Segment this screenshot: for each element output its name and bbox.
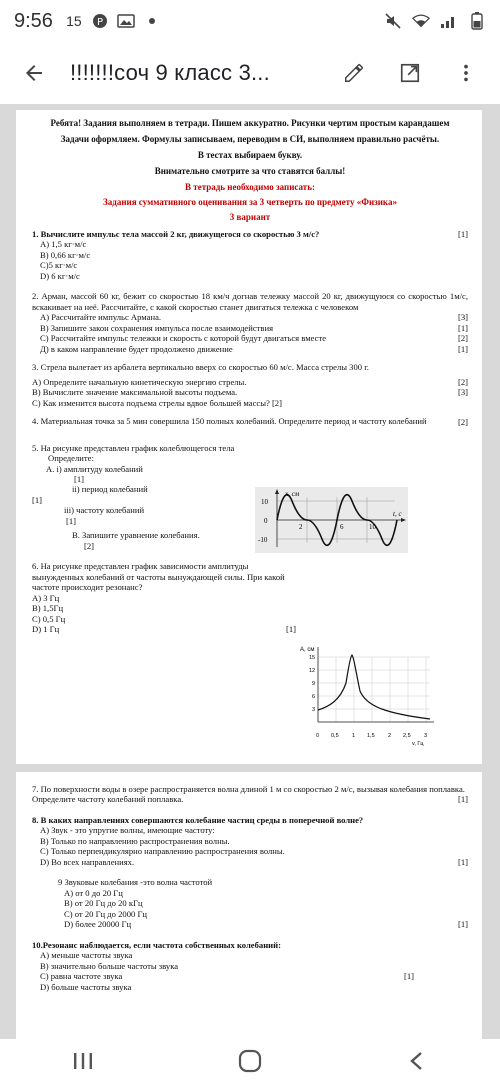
x-tick: 3 [424,733,428,739]
question-text: 4. Материальная точка за 5 мин совершила 150 полных колебаний. Определите период и частоту колебаний [32,416,427,427]
subtask: А) Рассчитайте импульс Армана. [40,312,162,323]
dot-icon [143,12,161,30]
document-page-2 [16,772,482,1039]
points: [1] [457,322,468,333]
axis-label-t: t, с [393,510,402,518]
battery-icon [468,12,486,30]
subtask: Д) в каком направление будет продолжено движение [40,343,233,354]
option: B) значительно больше частоты звука [40,960,179,971]
x-tick: 1,5 [367,733,375,739]
header-line: В тестах выбираем букву. [197,149,303,160]
question-1 [32,229,468,281]
option: A) 3 Гц [32,592,60,603]
option: A) 1,5 кг·м/с [40,239,87,250]
home-button[interactable] [220,1041,280,1081]
option: D) больше частоты звука [40,981,132,992]
option: B) от 20 Гц до 20 кГц [64,898,143,909]
points: [2] [84,540,95,551]
pinterest-icon [91,12,109,30]
option: D) более 20000 Гц [64,919,132,930]
question-text: 9 Звуковые колебания -это волна частотой [58,877,213,888]
resonance-graph [290,643,440,747]
header-line: Внимательно смотрите за что ставятся баллы! [154,165,346,176]
question-3 [32,362,468,408]
points: [1] [457,343,468,354]
subtask: С) Рассчитайте импульс тележки и скорость с которой будут двигаться вместе [40,333,327,344]
back-button[interactable] [12,51,56,95]
x-tick: 2 [388,733,392,739]
question-6 [32,561,302,634]
subtask: C) Как изменится высота подъема стрелы вдвое большей массы? [2] [32,397,282,408]
question-9 [32,877,468,929]
more-vert-icon [455,62,477,84]
y-tick: -10 [258,536,268,544]
subtask: A) Определите начальную кинетическую энергию стрелы. [32,376,247,387]
option: D) Во всех направлениях. [40,856,135,867]
grid [318,657,430,722]
option: D) 1 Гц [32,624,60,635]
document-viewer[interactable] [0,104,500,1039]
determine-label: Определите: [48,453,94,464]
points: [2] [457,416,468,427]
header-line: Задачи оформляем. Формулы записываем, переводим в СИ, выполняем правильно расчёты. [60,133,440,144]
status-time: 9:56 [14,9,53,32]
y-tick: 10 [261,498,268,506]
svg-text:P: P [96,17,103,28]
points: [1] [457,856,468,867]
subtask: A. i) амплитуду колебаний [46,463,143,474]
points: [1] [457,228,468,239]
points: [1] [403,971,414,982]
recents-icon [72,1051,94,1071]
question-8 [32,815,468,867]
option: B) 0,66 кг·м/с [40,249,91,260]
wifi-icon [412,12,430,30]
option: C) от 20 Гц до 2000 Гц [64,908,148,919]
question-10 [32,940,468,992]
y-tick: 3 [312,707,316,713]
question-text: 5. На рисунке представлен график колеблющегося тела [32,442,235,453]
red-header-line: Задания суммативного оценивания за 3 четверть по предмету «Физика» [103,196,397,207]
variant-label: 3 вариант [229,211,271,222]
oscillation-graph [255,487,408,553]
mute-icon [384,12,402,30]
option: B) 1,5Гц [32,603,64,614]
y-tick: 6 [312,694,316,700]
question-text: 1. Вычислите импульс тела массой 2 кг, движущегося со скоростью 3 м/с? [32,228,320,239]
y-tick: 0 [264,517,268,525]
notification-count-icon: 15 [66,13,82,29]
option: D) 6 кг·м/с [40,270,80,281]
points: [1] [457,793,468,804]
y-tick: 9 [312,681,316,687]
header-line: Ребята! Задания выполняем в тетради. Пишем аккуратно. Рисунки чертим простым карандашем [50,118,450,128]
y-tick: 15 [309,655,316,661]
resonance-curve [318,655,430,719]
question-5 [32,443,252,552]
app-bar [0,42,500,104]
points: [1] [66,515,77,526]
arrow-left-icon [22,61,46,85]
option: B) Только по направлению распространения волны. [40,835,230,846]
points: [3] [457,387,468,398]
question-2 [32,291,468,354]
signal-icon [440,12,458,30]
question-text: 7. По поверхности воды в озере распространяется волна длиной 1 м со скоростью 2 м/с, вызывая колебания поплавка. Определите частоту колебаний поплавка. [32,784,465,805]
subtask: B) Вычислите значение максимальной высоты подъема. [32,387,238,398]
question-text: 3. Стрела вылетает из арбалета вертикально вверх со скоростью 60 м/с. Масса стрелы 300 г. [32,362,369,373]
points: [1] [285,624,296,635]
option: C)5 кг·м/с [40,260,78,271]
x-tick: 0 [316,733,320,739]
edit-button[interactable] [332,51,376,95]
option: A) от 0 до 20 Гц [64,887,123,898]
option: A) меньше частоты звука [40,950,133,961]
points: [1] [457,919,468,930]
open-external-icon [399,62,421,84]
points: [3] [457,312,468,323]
y-axis-arrow [275,489,279,494]
more-options-button[interactable] [444,51,488,95]
x-tick: 0,5 [331,733,339,739]
option: C) равна частоте звука [40,971,123,982]
question-7 [32,784,468,807]
axis-label-x: x, см [285,490,300,498]
home-icon [237,1048,263,1074]
points: [1] [32,494,43,505]
subtask: iii) частоту колебаний [64,505,145,516]
open-external-button[interactable] [388,51,432,95]
back-nav-button[interactable] [387,1041,447,1081]
x-tick: 2 [299,523,303,531]
question-4 [32,416,468,436]
x-axis-arrow [401,518,406,522]
question-text: 6. На рисунке представлен график зависимости амплитуды вынужденных колебаний от частоты вынуждающей силы. При какой частоте происходит резонанс? [32,561,285,593]
document-title: !!!!!!!соч 9 класс 3... [70,60,270,85]
x-tick: 2,5 [403,733,411,739]
points: [1] [74,473,85,484]
gallery-icon [117,12,135,30]
question-text: 2. Арман, массой 60 кг, бежит со скоростью 18 км/ч догнав тележку массой 20 кг, движущуюся со скоростью 1м/с, вскакивает на неё. Рассчитайте, с какой скоростью станет двигаться тележка с человеком [32,291,468,312]
points: [2] [457,333,468,344]
red-header-line: В тетрадь необходимо записать: [185,181,315,192]
question-text: 8. В каких направлениях совершаются колебание частиц среды в поперечной волне? [32,814,364,825]
x-tick: 6 [340,523,344,531]
subtask: ii) период колебаний [72,484,148,495]
x-tick: 1 [352,733,356,739]
subtask: B. Запишите уравнение колебания. [72,530,200,541]
points: [2] [457,376,468,387]
option: A) Звук - это упругие волны, имеющие частоту: [40,825,215,836]
option: C) Только перпендикулярно направлению распространения волны. [40,846,285,857]
axis-label-x: v, Гц [412,741,424,747]
system-nav-bar [0,1039,500,1083]
y-tick: 12 [309,668,316,674]
status-bar [0,0,500,42]
x-tick: 10 [369,523,376,531]
recents-button[interactable] [53,1041,113,1081]
question-text: 10.Резонанс наблюдается, если частота собственных колебаний: [32,939,281,950]
axis-label-y: A, см [300,647,315,653]
edit-icon [343,62,365,84]
subtask: В) Запишите закон сохранения импульса после взаимодействия [40,322,274,333]
option: C) 0,5 Гц [32,613,66,624]
chevron-left-icon [406,1050,428,1072]
